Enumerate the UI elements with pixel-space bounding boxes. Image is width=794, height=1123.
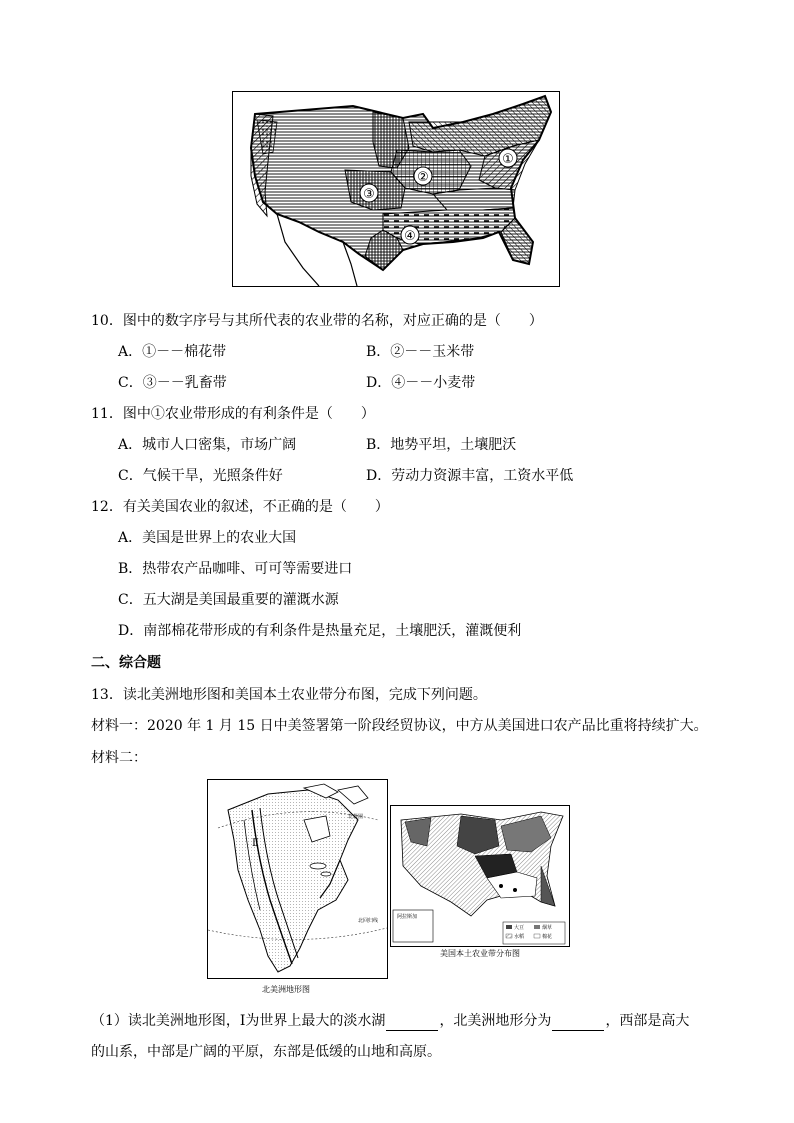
q12-option-c[interactable]: C．五大湖是美国最重要的灌溉水源 [118, 592, 339, 608]
q13-sub1-text-b: ，北美洲地形分为 [439, 1013, 552, 1029]
legend-tobacco: 烟草 [542, 925, 553, 931]
section-title: 二、综合题 [91, 655, 161, 671]
q11-stem: 11．图中①农业带形成的有利条件是（ ） [91, 406, 375, 422]
na-label-tropic: 北回归线 [358, 918, 379, 924]
legend-rice: 水稻 [514, 934, 525, 940]
north-america-terrain-map [207, 779, 388, 979]
map-label-3 [360, 184, 378, 202]
q10-option-d[interactable]: D．④－－小麦带 [366, 375, 476, 391]
q11-option-a[interactable]: A．城市人口密集，市场广阔 [118, 437, 297, 453]
q10-stem: 10．图中的数字序号与其所代表的农业带的名称，对应正确的是（ ） [91, 313, 543, 329]
na-label-arctic: 北极圈 [348, 814, 364, 820]
q13-sub1-line1 [91, 1011, 689, 1031]
q13-sub1-line2: 的山系，中部是广阔的平原，东部是低缓的山地和高原。 [91, 1044, 441, 1060]
us-belt-drawing [391, 806, 569, 946]
q11-option-b[interactable]: B．地势平坦，土壤肥沃 [366, 437, 517, 453]
q13-sub1-text-c: ，西部是高大 [605, 1013, 690, 1029]
svg-text:①: ① [502, 152, 514, 167]
q11-option-c[interactable]: C．气候干旱，光照条件好 [118, 468, 283, 484]
q10-option-b[interactable]: B．②－－玉米带 [366, 344, 475, 360]
q13-material2: 材料二： [91, 750, 147, 766]
q12-stem: 12．有关美国农业的叙述，不正确的是（ ） [91, 499, 389, 515]
q10-option-a[interactable]: A．①－－棉花带 [118, 344, 227, 360]
answer-blank-1[interactable] [386, 1016, 438, 1031]
us-label-inset: 阿拉斯加 [397, 914, 418, 920]
q10-option-c[interactable]: C．③－－乳畜带 [118, 375, 227, 391]
answer-blank-2[interactable] [552, 1016, 604, 1031]
svg-text:②: ② [417, 170, 429, 185]
map-label-4 [401, 226, 419, 244]
map-label-2 [414, 167, 432, 185]
us-belt-distribution-map [390, 805, 570, 947]
na-label-ii: Ⅱ [252, 838, 259, 849]
q12-option-d[interactable]: D．南部棉花带形成的有利条件是热量充足，土壤肥沃，灌溉便利 [118, 623, 522, 639]
na-map-caption: 北美洲地形图 [262, 985, 310, 994]
q12-option-b[interactable]: B．热带农产品咖啡、可可等需要进口 [118, 561, 353, 577]
us-map-caption: 美国本土农业带分布图 [440, 949, 520, 958]
q13-material1: 材料一：2020 年 1 月 15 日中美签署第一阶段经贸协议，中方从美国进口农产品比重将持续扩大。 [91, 718, 708, 734]
q13-sub1-text-a: （1）读北美洲地形图，Ⅰ为世界上最大的淡水湖 [91, 1013, 386, 1029]
q13-stem: 13．读北美洲地形图和美国本土农业带分布图，完成下列问题。 [91, 687, 487, 703]
q12-option-a[interactable]: A．美国是世界上的农业大国 [118, 530, 297, 546]
na-map-drawing [208, 780, 387, 978]
q11-option-d[interactable]: D．劳动力资源丰富，工资水平低 [366, 468, 574, 484]
map-label-1 [499, 149, 517, 167]
legend-soybean: 大豆 [514, 925, 525, 931]
svg-text:③: ③ [363, 187, 375, 202]
us-map-drawing [233, 92, 559, 286]
legend-cotton: 棉花 [542, 934, 553, 940]
us-agriculture-belt-map [232, 91, 560, 287]
svg-text:④: ④ [404, 229, 416, 244]
